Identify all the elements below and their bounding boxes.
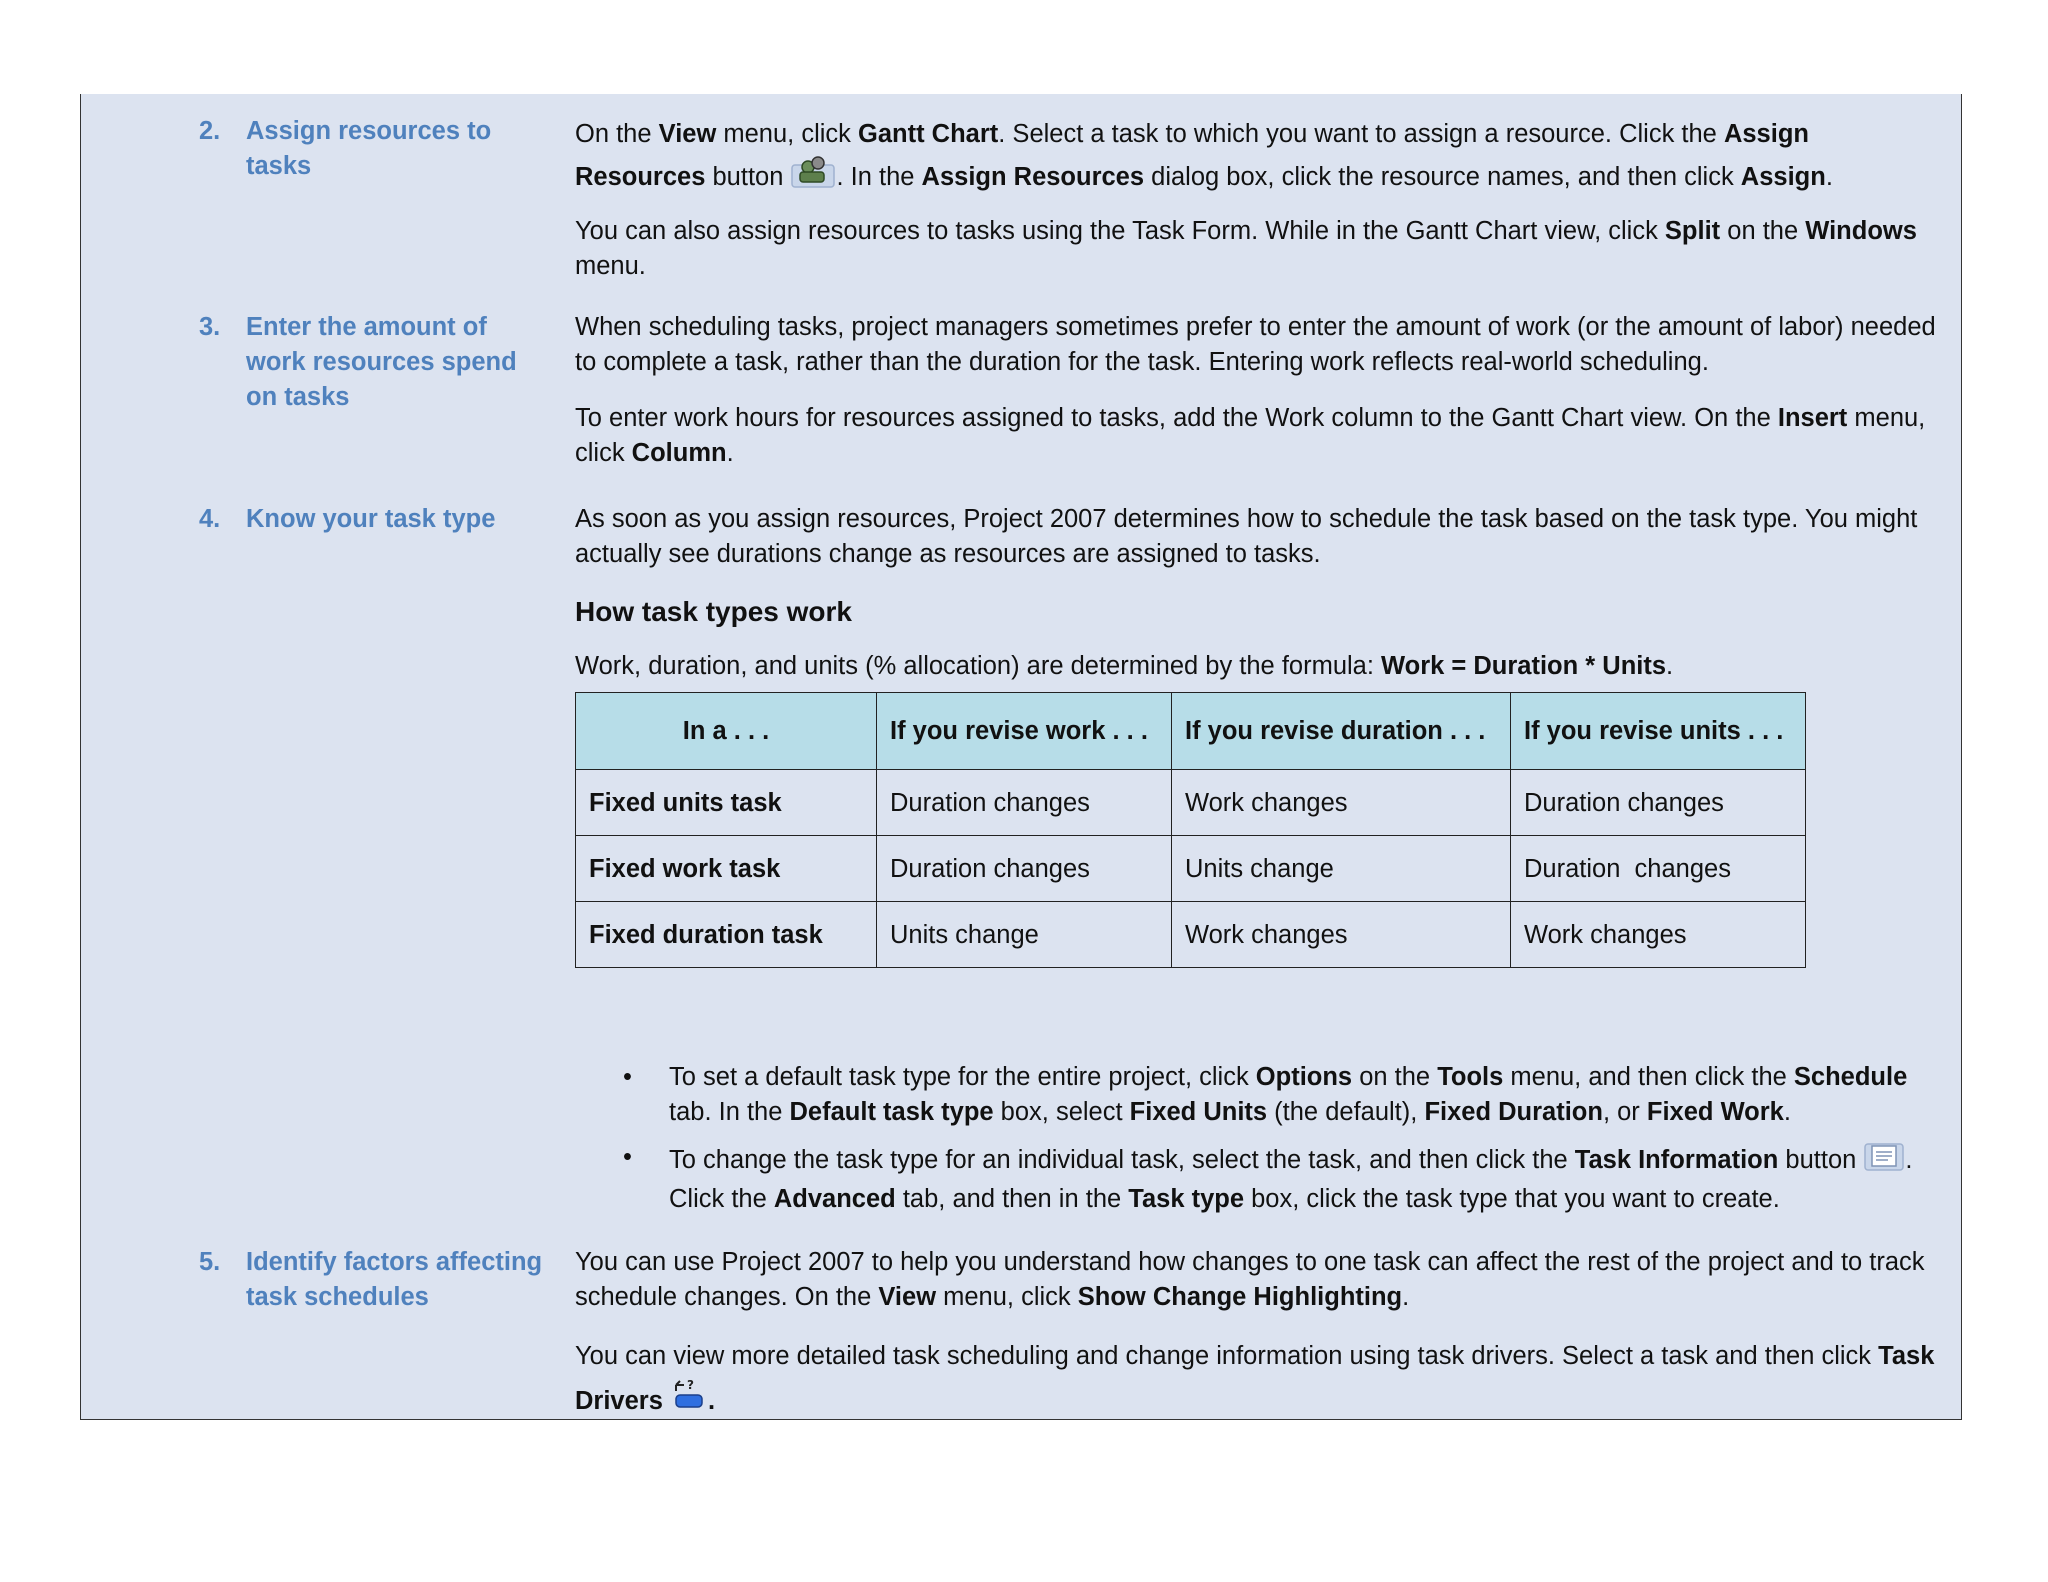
command-name: Show Change Highlighting xyxy=(1077,1283,1403,1311)
table-cell: Units change xyxy=(877,902,1172,968)
step-number: 2. xyxy=(199,117,221,145)
table-header-row xyxy=(576,693,1806,770)
table-cell: Duration changes xyxy=(877,836,1172,902)
paragraph: As soon as you assign resources, Project 2007 determines how to schedule the task based on the task type. You might actually see durations change as resources are assigned to tasks. xyxy=(575,505,1918,568)
table-cell: Units change xyxy=(1172,836,1511,902)
task-drivers-icon xyxy=(670,1377,708,1426)
table-row xyxy=(576,902,1806,968)
command-name: Task Drivers xyxy=(575,1342,1935,1415)
step-title: Enter the amount of work resources spend on tasks xyxy=(246,313,517,411)
bullet-dot: • xyxy=(623,1143,632,1171)
list-item: • To change the task type for an individual task, select the task, and then click the Task Information button . Click the Advanced tab, and then in the Task type box, click the task type that you want to create. xyxy=(575,1140,1945,1217)
column-header: In a . . . xyxy=(576,693,877,770)
menu-name: Windows xyxy=(1805,217,1917,245)
formula: Work = Duration * Units xyxy=(1381,652,1667,680)
menu-name: Insert xyxy=(1777,404,1848,432)
step-number: 3. xyxy=(199,313,221,341)
paragraph: On the View menu, click Gantt Chart. Select a task to which you want to assign a resource. Click the Assign Resources button . In the Assign Resources dialog box, click the resource names, and then click Assign. xyxy=(575,114,1945,202)
table-cell: Fixed units task xyxy=(576,770,877,836)
step-body xyxy=(575,502,1945,968)
paragraph: When scheduling tasks, project managers sometimes prefer to enter the amount of work (or the amount of labor) needed to complete a task, rather than the duration for the task. Entering work reflects real-world scheduling. xyxy=(575,313,1936,376)
formula-paragraph: Work, duration, and units (% allocation) are determined by the formula: Work = Duration * Units. xyxy=(575,652,1674,680)
step-title: Know your task type xyxy=(246,505,496,533)
step-body xyxy=(575,114,1945,305)
column-header: If you revise duration . . . xyxy=(1172,693,1511,770)
list-item: • To set a default task type for the entire project, click Options on the Tools menu, and then click the Schedule tab. In the Default task type box, select Fixed Units (the default), Fixed Duration, or Fixed Work. xyxy=(575,1060,1945,1130)
menu-name: View xyxy=(658,120,717,148)
column-header: If you revise units . . . xyxy=(1511,693,1806,770)
content-panel xyxy=(80,94,1962,1420)
menu-name: View xyxy=(878,1283,937,1311)
command-name: Column xyxy=(631,439,727,467)
step-body xyxy=(575,1245,1945,1447)
command-name: Assign Resources xyxy=(575,120,1809,191)
step-number: 5. xyxy=(199,1248,221,1276)
subheading: How task types work xyxy=(575,596,852,627)
table-row xyxy=(576,770,1806,836)
step-number: 4. xyxy=(199,505,221,533)
table-cell: Work changes xyxy=(1172,770,1511,836)
table-cell: Work changes xyxy=(1172,902,1511,968)
table-cell: Fixed duration task xyxy=(576,902,877,968)
step-body xyxy=(575,310,1945,492)
table-cell: Work changes xyxy=(1511,902,1806,968)
table-cell: Duration changes xyxy=(1511,770,1806,836)
dialog-name: Assign Resources xyxy=(921,163,1145,191)
paragraph: You can also assign resources to tasks using the Task Form. While in the Gantt Chart view, click Split on the Windows menu. xyxy=(575,217,1917,280)
command-name: Split xyxy=(1664,217,1721,245)
command-name: Assign xyxy=(1740,163,1826,191)
step-title: Identify factors affecting task schedules xyxy=(246,1248,543,1311)
command-name: Gantt Chart xyxy=(858,120,999,148)
table-cell: Fixed work task xyxy=(576,836,877,902)
assign-resources-icon xyxy=(790,155,836,202)
task-type-bullets xyxy=(575,1060,1945,1227)
paragraph: To enter work hours for resources assigned to tasks, add the Work column to the Gantt Chart view. On the Insert menu, click Column. xyxy=(575,404,1926,467)
paragraph: You can view more detailed task scheduling and change information using task drivers. Select a task and then click Task Drivers ? . xyxy=(575,1336,1945,1426)
task-information-icon xyxy=(1863,1140,1905,1182)
table-cell: Duration changes xyxy=(877,770,1172,836)
column-header: If you revise work . . . xyxy=(877,693,1172,770)
svg-text:?: ? xyxy=(687,1378,694,1392)
paragraph: You can use Project 2007 to help you understand how changes to one task can affect the rest of the project and to track schedule changes. On the View menu, click Show Change Highlighting. xyxy=(575,1248,1925,1311)
table-row xyxy=(576,836,1806,902)
task-types-table xyxy=(575,692,1806,968)
step-title: Assign resources to tasks xyxy=(246,117,492,180)
bullet-dot: • xyxy=(623,1063,632,1091)
table-cell: Duration changes xyxy=(1511,836,1806,902)
